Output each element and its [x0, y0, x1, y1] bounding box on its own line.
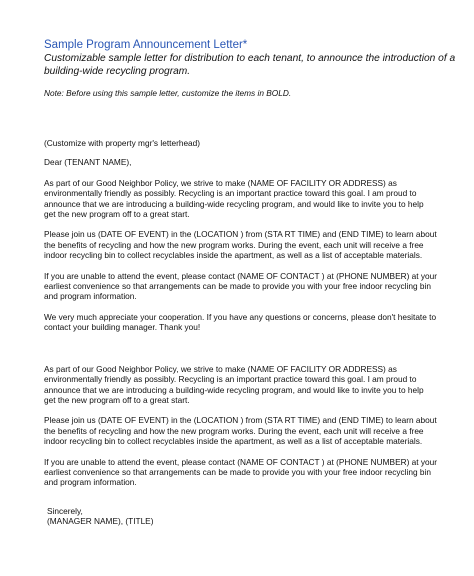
text-line: the benefits of recycling and how the new program works. During the event, each unit will receive a free	[44, 425, 424, 436]
subtitle	[44, 53, 464, 78]
text-line: As part of our Good Neighbor Policy, we strive to make (NAME OF FACILITY OR ADDRESS) as	[44, 177, 397, 188]
salutation: Dear (TENANT NAME),	[44, 157, 132, 168]
text-line: indoor recycling bin to collect recyclables inside the apartment, as well as a list of acceptable materials.	[44, 436, 423, 447]
subtitle-line: Customizable sample letter for distribution to each tenant, to announce the introduction of a	[44, 53, 456, 64]
text-line: earliest convenience so that arrangements can be made to provide you with your free indoor recycling bin	[44, 466, 431, 477]
text-line: If you are unable to attend the event, please contact (NAME OF CONTACT ) at (PHONE NUMBER) at your	[44, 456, 438, 467]
text-line: announce that we are introducing a building-wide recycling program, and would like to invite you to help	[44, 198, 424, 209]
text-line: Please join us (DATE OF EVENT) in the (LOCATION ) from (STA RT TIME) and (END TIME) to learn about	[44, 415, 437, 426]
text-line: earliest convenience so that arrangements can be made to provide you with your free indoor recycling bin	[44, 281, 431, 292]
paragraph-2	[44, 229, 464, 260]
paragraph-4	[44, 312, 464, 333]
page-title: Sample Program Announcement Letter*	[44, 39, 248, 51]
letter-page	[44, 38, 464, 527]
text-line: environmentally friendly as possibly. Recycling is an important practice toward this goal. I am proud to	[44, 374, 417, 385]
paragraph-3	[44, 271, 464, 302]
paragraph-1	[44, 178, 464, 220]
text-line: Please join us (DATE OF EVENT) in the (LOCATION ) from (STA RT TIME) and (END TIME) to learn about	[44, 229, 437, 240]
closing: Sincerely,	[47, 505, 83, 516]
paragraph-6	[44, 415, 464, 446]
text-line: and program information.	[44, 291, 137, 302]
paragraph-5	[44, 364, 464, 406]
letterhead-instruction: (Customize with property mgr's letterhead)	[44, 138, 201, 148]
text-line: and program information.	[44, 477, 137, 488]
note: Note: Before using this sample letter, customize the items in BOLD.	[44, 88, 292, 98]
signature: (MANAGER NAME), (TITLE)	[47, 516, 154, 527]
text-line: As part of our Good Neighbor Policy, we strive to make (NAME OF FACILITY OR ADDRESS) as	[44, 363, 397, 374]
text-line: environmentally friendly as possibly. Recycling is an important practice toward this goal. I am proud to	[44, 188, 417, 199]
paragraph-7	[44, 457, 464, 488]
text-line: announce that we are introducing a building-wide recycling program, and would like to invite you to help	[44, 384, 424, 395]
text-line: contact your building manager. Thank you!	[44, 322, 201, 333]
text-line: indoor recycling bin to collect recyclables inside the apartment, as well as a list of acceptable materials.	[44, 250, 423, 261]
text-line: If you are unable to attend the event, please contact (NAME OF CONTACT ) at (PHONE NUMBER) at your	[44, 270, 438, 281]
text-line: get the new program off to a great start.	[44, 209, 190, 220]
subtitle-line: building-wide recycling program.	[44, 65, 191, 77]
text-line: the benefits of recycling and how the new program works. During the event, each unit will receive a free	[44, 239, 424, 250]
text-line: get the new program off to a great start.	[44, 394, 190, 405]
text-line: We very much appreciate your cooperation. If you have any questions or concerns, please don't hesitate to	[44, 311, 437, 322]
